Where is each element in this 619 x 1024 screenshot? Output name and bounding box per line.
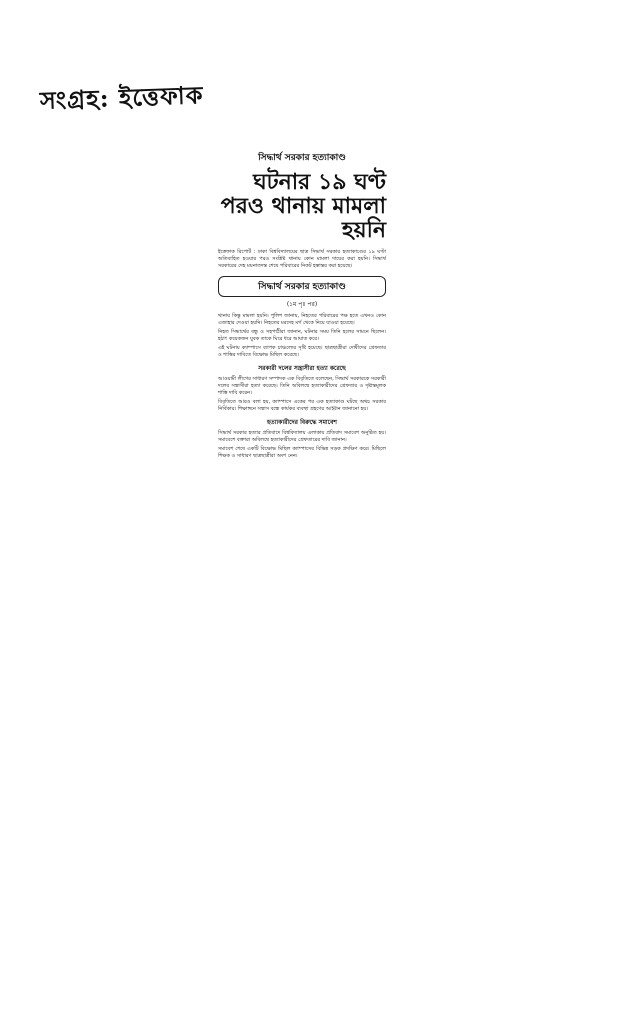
subhead-1: সরকারী দলের সন্ত্রাসীরা হত্যা করেছে — [258, 365, 346, 372]
continued-body — [218, 313, 386, 359]
headline: ঘটনার ১৯ ঘণ্ট পরও থানায় মামলা হয়নি — [220, 170, 386, 243]
continuation-note: (১ম পৃঃ পর) — [286, 301, 318, 308]
body-2 — [218, 376, 386, 413]
lead-paragraph: ইত্তেফাক রিপোর্ট : ঢাকা বিশ্ববিদ্যালয়ের ছাত্র সিদ্ধার্থ সরকার হত্যাকাণ্ডের ১৯ ঘণ্টা অতিবাহিত হওয়ার পরও সংশ্লিষ্ট থানায় কোন মামলা দায়ের করা হয়নি। সিদ্ধার্থ সরকারের দেহ ময়নাতদন্ত শেষে পরিবারের নিকট হস্তান্তর করা হয়েছে। — [218, 249, 386, 269]
body-paragraph: সিদ্ধার্থ সরকার হত্যার প্রতিবাদে বিশ্ববিদ্যালয় এলাকায় প্রতিবাদ সমাবেশ অনুষ্ঠিত হয়। সমাবেশে বক্তারা অবিলম্বে হত্যাকারীদের গ্রেফতারের দাবি জানান। — [218, 430, 386, 443]
body-paragraph: এই ঘটনায় ক্যাম্পাসে ব্যাপক চাঞ্চল্যের সৃষ্টি হয়েছে। ছাত্রছাত্রীরা দোষীদের গ্রেফতার ও শাস্তির দাবিতে বিক্ষোভ মিছিল করেছে। — [218, 345, 386, 358]
newspaper-clipping — [218, 150, 386, 810]
body-paragraph: নিহত সিদ্ধার্থের বন্ধু ও সহপাঠীরা জানান, ঘটনার সময় তিনি হলের সামনে ছিলেন। হঠাৎ কয়েকজন যুবক তাকে ঘিরে ধরে আঘাত করে। — [218, 329, 386, 342]
handwritten-note: সংগ্রহ: ইত্তেফাক — [39, 80, 204, 115]
body-paragraph: আওয়ামী লীগের সাধারণ সম্পাদক এক বিবৃতিতে বলেছেন, সিদ্ধার্থ সরকারকে সরকারী দলের সন্ত্রাসীরা হত্যা করেছে। তিনি অবিলম্বে হত্যাকারীদের গ্রেফতার ও দৃষ্টান্তমূলক শাস্তি দাবি করেন। — [218, 376, 386, 396]
body-paragraph: সমাবেশ শেষে একটি বিক্ষোভ মিছিল ক্যাম্পাসের বিভিন্ন সড়ক প্রদক্ষিণ করে। মিছিলে শিক্ষক ও সাধারণ ছাত্রছাত্রীরা অংশ নেন। — [218, 446, 386, 459]
section-title: সিদ্ধার্থ সরকার হত্যাকাণ্ড — [218, 276, 386, 297]
body-paragraph: থানায় কিন্তু মামলা হয়নি। পুলিশ জানায়, নিহতের পরিবারের পক্ষ হতে এখনও কোন এজাহার দেওয়া হয়নি। নিহতের মরদেহ মর্গ থেকে নিয়ে যাওয়া হয়েছে। — [218, 313, 386, 326]
subhead-2: হত্যাকারীদের বিরুদ্ধে সমাবেশ — [267, 419, 337, 426]
body-3 — [218, 430, 386, 460]
body-paragraph: বিবৃতিতে আরও বলা হয়, ক্যাম্পাসে একের পর এক হত্যাকাণ্ড ঘটছে অথচ সরকার নির্বিকার। শিক্ষাঙ্গনে সন্ত্রাস বন্ধে কার্যকর ব্যবস্থা গ্রহণের আহ্বান জানানো হয়। — [218, 399, 386, 412]
kicker: সিদ্ধার্থ সরকার হত্যাকাণ্ড — [258, 153, 346, 163]
lead-body — [218, 249, 386, 270]
